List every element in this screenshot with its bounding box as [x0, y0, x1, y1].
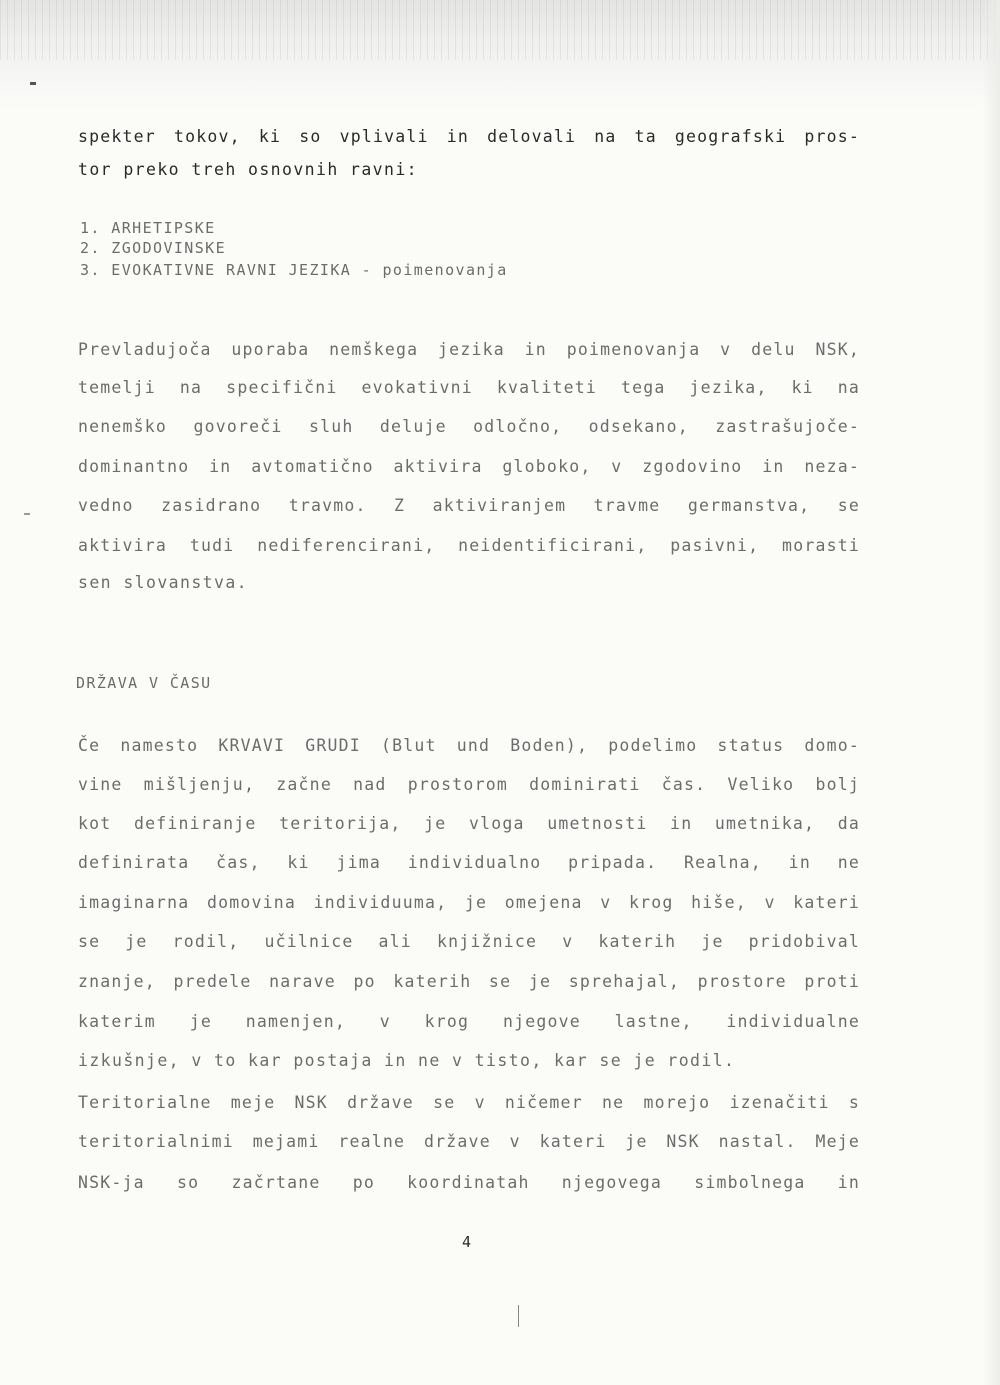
- paragraph-line: vine mišljenju, začne nad prostorom dominirati čas. Veliko bolj: [78, 775, 860, 794]
- paragraph-line: aktivira tudi nediferencirani, neidentificirani, pasivni, morasti: [78, 536, 860, 555]
- paragraph-line: vedno zasidrano travmo. Z aktiviranjem travme germanstva, se: [78, 496, 860, 515]
- list-item: 2. ZGODOVINSKE: [80, 239, 227, 257]
- paragraph-line: nenemško govoreči sluh deluje odločno, odsekano, zastrašujoče-: [78, 417, 860, 436]
- paragraph-line: Teritorialne meje NSK države se v ničemer ne morejo izenačiti s: [78, 1093, 860, 1112]
- intro-line-2: tor preko treh osnovnih ravni:: [78, 160, 419, 179]
- paragraph-line: Če namesto KRVAVI GRUDI (Blut und Boden), podelimo status domo-: [78, 736, 860, 755]
- paragraph-line: katerim je namenjen, v krog njegove lastne, individualne: [78, 1012, 860, 1031]
- paragraph-line: Prevladujoča uporaba nemškega jezika in poimenovanja v delu NSK,: [78, 340, 860, 359]
- paragraph-line: se je rodil, učilnice ali knjižnice v katerih je pridobival: [78, 932, 860, 951]
- paragraph-line: izkušnje, v to kar postaja in ne v tisto, kar se je rodil.: [78, 1051, 736, 1070]
- scan-speck: [30, 82, 36, 85]
- intro-line-1: spekter tokov, ki so vplivali in delovali na ta geografski pros-: [78, 127, 860, 146]
- paragraph-line: definirata čas, ki jima individualno pripada. Realna, in ne: [78, 853, 860, 872]
- scan-shadow-right: [982, 0, 1000, 1385]
- paragraph-line: znanje, predele narave po katerih se je sprehajal, prostore proti: [78, 972, 860, 991]
- paragraph-line: teritorialnimi mejami realne države v kateri je NSK nastal. Meje: [78, 1132, 860, 1151]
- paragraph-line: temelji na specifični evokativni kvaliteti tega jezika, ki na: [78, 378, 860, 397]
- paragraph-line: sen slovanstva.: [78, 573, 249, 592]
- paragraph-line: dominantno in avtomatično aktivira globoko, v zgodovino in neza-: [78, 457, 860, 476]
- scan-speck: [24, 513, 30, 515]
- paragraph-line: NSK-ja so začrtane po koordinatah njegovega simbolnega in: [78, 1173, 860, 1192]
- scan-shadow-top: [0, 0, 1000, 110]
- page-number: 4: [462, 1233, 472, 1251]
- list-item: 3. EVOKATIVNE RAVNI JEZIKA - poimenovanja: [80, 261, 508, 279]
- section-heading: DRŽAVA V ČASU: [76, 674, 212, 692]
- scan-speck: [518, 1305, 519, 1327]
- paragraph-line: imaginarna domovina individuuma, je omejena v krog hiše, v kateri: [78, 893, 860, 912]
- list-item: 1. ARHETIPSKE: [80, 219, 216, 237]
- paragraph-line: kot definiranje teritorija, je vloga umetnosti in umetnika, da: [78, 814, 860, 833]
